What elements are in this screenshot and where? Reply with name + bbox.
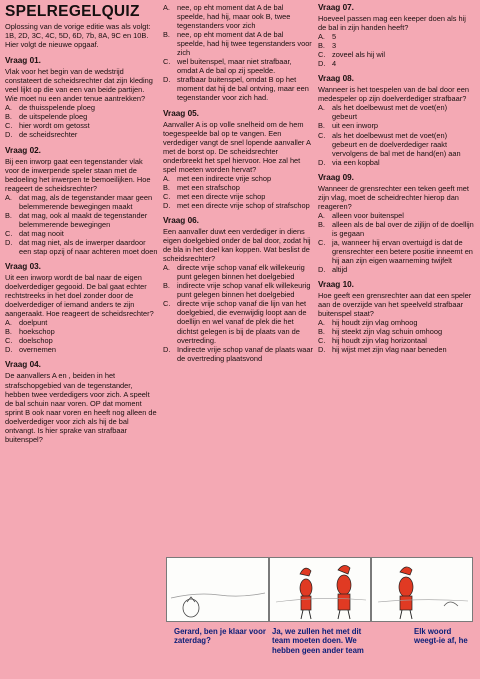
- option-letter: A.: [5, 192, 12, 202]
- answer-options: [5, 318, 158, 354]
- answer-options: [318, 318, 474, 354]
- option-text: directe vrije schop vanaf elk willekeurig punt gelegen binnen het doelgebied: [177, 263, 305, 282]
- question-06: [163, 216, 313, 363]
- answer-option: [5, 336, 158, 345]
- question-title: Vraag 07.: [318, 3, 354, 12]
- answer-options: [5, 103, 158, 139]
- question-02: [5, 146, 158, 257]
- option-text: met een directe vrije schop of strafschop: [177, 200, 310, 210]
- answer-option: [5, 112, 158, 121]
- option-letter: B.: [318, 121, 325, 131]
- option-text: doelpunt: [19, 318, 48, 328]
- question-body: Aanvaller A is op volle snelheid om de hem toegespeelde bal op te vangen. Een verdediger vangt de snel lopende aanvaller A met de borst op. De scheidsrechter onderbreekt het spel hiervoor. Hoe zal het spel moeten worden hervat?: [163, 119, 311, 174]
- comic-panel-2: [269, 557, 371, 622]
- question-body: Wanneer is het toespelen van de bal door een medespeler op zijn doelverdediger strafbaar?: [318, 85, 469, 104]
- question-05: [163, 109, 313, 210]
- answer-option: [5, 211, 158, 229]
- answer-option: [163, 3, 313, 30]
- option-text: de scheidsrechter: [19, 130, 78, 140]
- column-left: [5, 3, 158, 450]
- question-08: [318, 74, 474, 166]
- answer-option: [5, 345, 158, 354]
- answer-option: [163, 57, 313, 75]
- answer-options: [318, 103, 474, 166]
- comic-drawing-2: [270, 558, 370, 621]
- option-text: zoveel als hij wil: [332, 50, 385, 60]
- option-text: dat mag, als de tegenstander maar geen belemmerende bewegingen maakt: [19, 192, 153, 211]
- option-letter: B.: [5, 112, 12, 122]
- option-text: strafbaar buitenspel, omdat B op het moment dat hij de bal ontving, maar een tegenstander voor zich had.: [177, 75, 309, 103]
- option-text: alleen als de bal over de zijlijn of de doellijn is gegaan: [332, 219, 474, 238]
- answer-option: [318, 318, 474, 327]
- comic-drawing-3: [372, 558, 472, 621]
- answer-option: [163, 183, 313, 192]
- answer-option: [318, 265, 474, 274]
- answer-option: [5, 318, 158, 327]
- page-title: SPELREGELQUIZ: [5, 3, 140, 20]
- option-text: hij steekt zijn vlag schuin omhoog: [332, 327, 443, 337]
- option-letter: D.: [318, 157, 326, 167]
- question-04-options: [163, 3, 313, 103]
- answer-option: [318, 32, 474, 41]
- question-title: Vraag 05.: [163, 108, 199, 118]
- answer-option: [163, 75, 313, 102]
- option-text: met een indirecte vrije schop: [177, 173, 272, 183]
- answer-option: [5, 103, 158, 112]
- answer-option: [318, 238, 474, 265]
- answer-option: [318, 211, 474, 220]
- answer-option: [5, 121, 158, 130]
- answer-option: [163, 299, 313, 344]
- option-letter: D.: [318, 265, 326, 275]
- option-text: overnemen: [19, 345, 56, 355]
- option-text: ja, wanneer hij ervan overtuigd is dat de grensrechter een betere positie inneemt en hij aan zijn eigen waarneming twijfelt: [332, 237, 473, 266]
- question-body: Hoe geeft een grensrechter aan dat een speler aan de overzijde van het speelveld strafbaar buitenspel staat?: [318, 291, 472, 319]
- option-letter: D.: [5, 345, 13, 355]
- option-letter: A.: [163, 173, 170, 183]
- answer-option: [163, 174, 313, 183]
- answer-options: [318, 211, 474, 274]
- option-letter: C.: [318, 336, 326, 346]
- answer-option: [5, 229, 158, 238]
- answer-options: [163, 3, 313, 103]
- option-letter: A.: [318, 103, 325, 113]
- option-text: als het doelbewust met de voet(en) gebeurt en de doelverdediger raakt vervolgens de bal met de hand(en) aan: [332, 130, 461, 158]
- comic-drawing-1: [167, 558, 268, 621]
- option-letter: B.: [163, 281, 170, 291]
- option-letter: C.: [5, 336, 13, 346]
- option-text: hoekschop: [19, 327, 55, 337]
- option-letter: C.: [163, 299, 171, 309]
- option-text: hij houdt zijn vlag omhoog: [332, 318, 418, 328]
- speech-bubble-1: Gerard, ben je klaar voor zaterdag?: [174, 627, 266, 646]
- option-text: dat mag nooit: [19, 228, 64, 238]
- option-text: alleen voor buitenspel: [332, 210, 404, 220]
- option-text: doelschop: [19, 336, 53, 346]
- option-letter: B.: [318, 327, 325, 337]
- option-text: hij houdt zijn vlag horizontaal: [332, 336, 427, 346]
- option-letter: D.: [163, 200, 171, 210]
- option-text: wel buitenspel, maar niet strafbaar, omdat A de bal op zij speelde.: [177, 57, 292, 76]
- option-text: de thuisspelende ploeg: [19, 103, 96, 113]
- answer-option: [5, 130, 158, 139]
- answer-option: [163, 263, 313, 281]
- comic-panel-3: [371, 557, 473, 622]
- column-middle: [163, 3, 313, 369]
- question-body: Vlak voor het begin van de wedstrijd constateert de scheidsrechter dat zijn kleding veel lijkt op die van een van beide partijen. Wie moet nu een ander tenue aantrekken?: [5, 67, 153, 104]
- answer-option: [318, 327, 474, 336]
- option-letter: B.: [163, 30, 170, 40]
- option-letter: D.: [318, 59, 326, 69]
- answer-options: [163, 174, 313, 210]
- option-letter: A.: [318, 32, 325, 42]
- question-body: Wanneer de grensrechter een teken geeft met zijn vlag, moet de scheidrechter hierop dan reageren?: [318, 183, 469, 211]
- option-text: nee, op eht moment dat A de bal speelde, had hij, maar ook B, twee tegenstanders voor zich: [177, 3, 291, 31]
- question-09: [318, 173, 474, 274]
- option-text: directe vrije schop vanaf die lijn van het doelgebied, die evenwijdig loopt aan de doellijn en wel vanaf de plek die het dichtst gelegen is bij de plaats van de overtreding.: [177, 299, 307, 345]
- option-letter: C.: [318, 50, 326, 60]
- answer-option: [318, 121, 474, 130]
- option-letter: A.: [5, 103, 12, 113]
- question-body: Een aanvaller duwt een verdediger in diens eigen doelgebied onder de bal door, zodat hij de bla in het doel kan koppen. Wat beslist de scheidsrechter?: [163, 226, 311, 264]
- question-title: Vraag 06.: [163, 215, 199, 225]
- question-07: [318, 3, 474, 68]
- answer-option: [163, 30, 313, 57]
- speech-bubble-2: Ja, we zullen het met dit team moeten doen. We hebben geen ander team: [272, 627, 364, 655]
- option-text: dat mag niet, als de inwerper daardoor een stap opzij of naar achteren moet doen: [19, 237, 158, 256]
- question-body: Hoeveel passen mag een keeper doen als hij de bal in zijn handen heeft?: [318, 14, 466, 33]
- option-letter: C.: [318, 130, 326, 140]
- option-letter: A.: [318, 318, 325, 328]
- option-letter: C.: [163, 57, 171, 67]
- option-text: als het doelbewust met de voet(en) gebeurt: [332, 103, 448, 122]
- option-letter: C.: [163, 191, 171, 201]
- question-title: Vraag 01.: [5, 56, 41, 66]
- option-text: hij wijst met zijn vlag naar beneden: [332, 345, 447, 355]
- intro-text: Oplossing van de vorige editie was als volgt: 1B, 2D, 3C, 4C, 5D, 6D, 7b, 8A, 9C en 10B. Hier volgt de nieuwe opgaaf.: [5, 22, 151, 50]
- question-10: [318, 280, 474, 354]
- question-title: Vraag 04.: [5, 360, 41, 370]
- option-text: dat mag, ook al maakt de tegenstander belemmerende bewegingen: [19, 210, 148, 229]
- question-body: Bij een inworp gaat een tegenstander vlak voor de inwerpende speler staan met de bedoeling het inwerpen te bemoeilijken. Hoe reageert de scheidsrechter?: [5, 156, 151, 193]
- answer-option: [5, 238, 158, 256]
- answer-option: [163, 192, 313, 201]
- option-letter: B.: [5, 327, 12, 337]
- option-letter: D.: [318, 345, 326, 355]
- answer-option: [318, 345, 474, 354]
- answer-options: [163, 263, 313, 363]
- answer-option: [163, 281, 313, 299]
- speech-bubble-3: Elk woord weegt-ie af, he: [414, 627, 468, 646]
- option-text: uit een inworp: [332, 121, 379, 131]
- answer-option: [5, 327, 158, 336]
- option-letter: B.: [163, 182, 170, 192]
- answer-option: [318, 59, 474, 68]
- comic-strip: [166, 557, 473, 675]
- option-letter: B.: [318, 41, 325, 51]
- option-letter: C.: [5, 228, 13, 238]
- option-text: de uitspelende ploeg: [19, 112, 88, 122]
- option-text: altijd: [332, 265, 348, 275]
- answer-option: [318, 41, 474, 50]
- answer-option: [163, 345, 313, 363]
- option-letter: D.: [5, 237, 13, 247]
- option-letter: B.: [5, 210, 12, 220]
- question-03: [5, 262, 158, 354]
- option-text: hier wordt om getosst: [19, 121, 90, 131]
- answer-options: [318, 32, 474, 68]
- answer-option: [5, 193, 158, 211]
- answer-option: [318, 103, 474, 121]
- column-right: [318, 3, 474, 361]
- option-letter: A.: [318, 210, 325, 220]
- answer-option: [318, 131, 474, 158]
- question-title: Vraag 08.: [318, 74, 354, 84]
- option-letter: A.: [163, 3, 170, 12]
- option-text: indirecte vrije schop vanaf elk willekeurig punt gelegen binnen het doelgebied: [177, 281, 311, 300]
- option-text: 5: [332, 32, 337, 42]
- option-letter: D.: [163, 75, 171, 85]
- question-body: Uit een inworp wordt de bal naar de eigen doelverdediger gegooid. De bal gaat echter rechtstreeks in het doel zonder door de doelverdediger of iemand anders te zijn aangeraakt. Hoe reageert de scheidsrechter?: [5, 273, 154, 319]
- option-letter: C.: [5, 121, 13, 131]
- answer-options: [5, 193, 158, 256]
- question-04: [5, 360, 158, 443]
- question-01: [5, 56, 158, 139]
- option-letter: A.: [163, 263, 170, 273]
- option-letter: A.: [5, 318, 12, 328]
- option-letter: D.: [5, 130, 13, 140]
- answer-option: [318, 220, 474, 238]
- option-text: met een strafschop: [177, 182, 240, 192]
- option-text: 4: [332, 59, 337, 69]
- question-body: De aanvallers A en , beiden in het strafschopgebied van de tegenstander, hebben twee verdedigers voor zich. A speelt de bal schuin naar voren. OP dat moment sprint B ook naar voren en heeft nog alleen de doelverdediger voor zich als hij de bal ontvangt. Is hier sprake van strafbaar buitenspel?: [5, 371, 157, 444]
- option-letter: B.: [318, 219, 325, 229]
- question-title: Vraag 03.: [5, 262, 41, 272]
- option-text: 3: [332, 41, 337, 51]
- option-letter: C.: [318, 237, 326, 247]
- answer-option: [318, 336, 474, 345]
- question-title: Vraag 02.: [5, 145, 41, 155]
- option-text: met een directe vrije schop: [177, 191, 266, 201]
- answer-option: [318, 158, 474, 167]
- option-text: Indirecte vrije schop vanaf de plaats waar de overtreding plaatsvond: [177, 344, 313, 363]
- answer-option: [163, 201, 313, 210]
- comic-panel-1: [166, 557, 269, 622]
- question-title: Vraag 09.: [318, 172, 354, 182]
- option-letter: D.: [163, 344, 171, 354]
- option-text: nee, op eht moment dat A de bal speelde, had hij twee tegenstanders voor zich: [177, 30, 312, 58]
- question-title: Vraag 10.: [318, 280, 354, 290]
- answer-option: [318, 50, 474, 59]
- option-text: via een kopbal: [332, 157, 380, 167]
